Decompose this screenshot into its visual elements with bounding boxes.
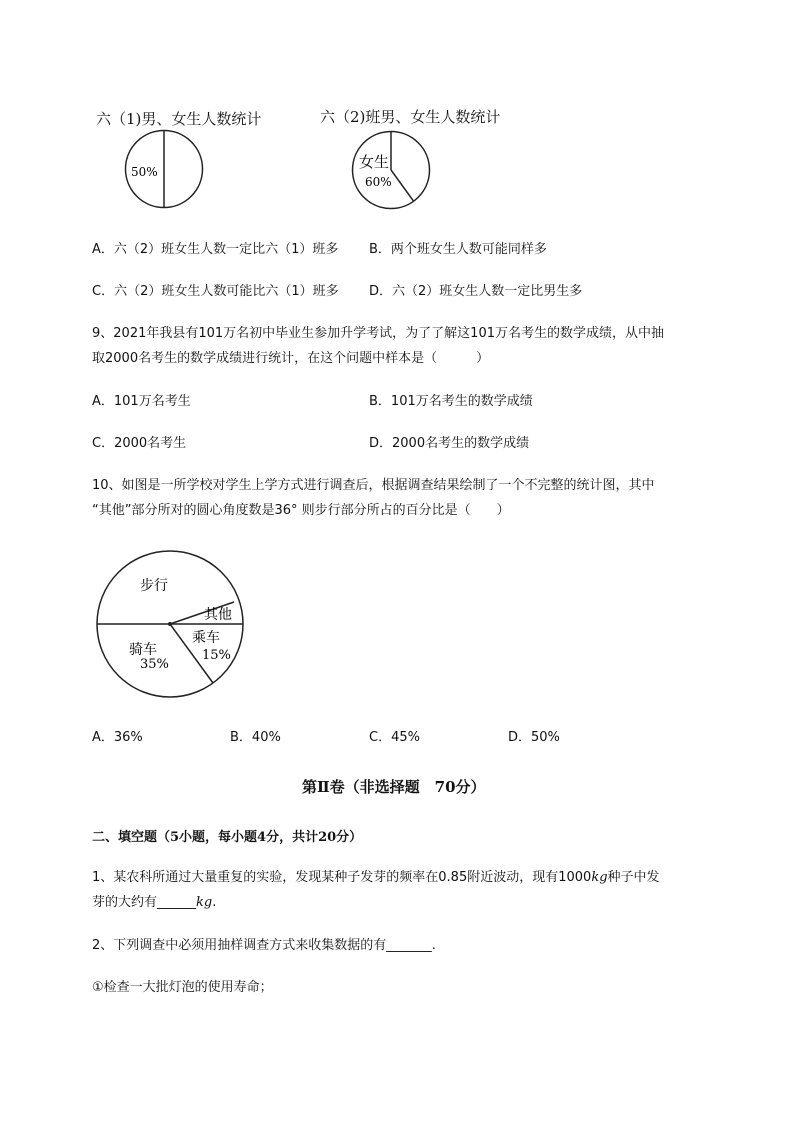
q10-stem-line2: “其他”部分所对的圆心角度数是36° 则步行部分所占的百分比是（ ） (92, 503, 510, 518)
fill1-line1 (92, 869, 660, 887)
q8-option-b: B．两个班女生人数可能同样多 (369, 242, 547, 257)
q9-option-c: C．2000名考生 (92, 436, 187, 451)
q10-stem-line1: 10、如图是一所学校对学生上学方式进行调查后，根据调查结果绘制了一个不完整的统计图，其中 (92, 478, 655, 493)
fill1-line2-text-a: 芽的大约有______ (92, 895, 197, 910)
q10-pie-center (168, 622, 172, 626)
fig1-pie-label: 50% (131, 165, 158, 179)
q8-option-d: D．六（2）班女生人数一定比男生多 (369, 284, 583, 299)
fill1-line2 (92, 894, 216, 912)
q10-option-d: D．50% (508, 730, 560, 745)
section2-title: 二、填空题（5小题，每小题4分，共计20分） (92, 830, 363, 845)
fill1-line1-text-b: 种子中发 (607, 870, 660, 885)
q8-option-a: A．六（2）班女生人数一定比六（1）班多 (92, 242, 339, 257)
q8-option-c: C．六（2）班女生人数可能比六（1）班多 (92, 284, 339, 299)
fig2-pie-name: 女生 (359, 153, 390, 171)
q9-stem-line1: 9、2021年我县有101万名初中毕业生参加升学考试，为了了解这101万名考生的数学成绩，从中抽 (92, 326, 664, 341)
part2-title: 第Ⅱ卷（非选择题 70分） (302, 778, 486, 796)
q9-stem-line2: 取2000名考生的数学成绩进行统计，在这个问题中样本是（ ） (92, 351, 490, 366)
fig1-title: 六（1)男、女生人数统计 (96, 110, 262, 128)
q9-option-b: B．101万名考生的数学成绩 (369, 394, 533, 409)
q9-option-d: D．2000名考生的数学成绩 (369, 436, 530, 451)
q10-pie-label-bike: 骑车 (129, 642, 157, 658)
fig2-title: 六（2)班男、女生人数统计 (320, 108, 501, 126)
q10-pie-label-bus-pct: 15% (202, 648, 231, 663)
fig2-pie (345, 128, 437, 213)
fill1-unit-kg: kg (591, 870, 608, 885)
q10-option-a: A．36% (92, 730, 143, 745)
fill1-unit-kg-2: kg (196, 895, 213, 910)
fill2-stem: 2、下列调查中必须用抽样调查方式来收集数据的有_______. (92, 938, 436, 953)
q10-pie-label-other: 其他 (204, 607, 232, 623)
fill1-line2-text-b: . (212, 895, 217, 910)
fill1-line1-text-a: 1、某农科所通过大量重复的实验，发现某种子发芽的频率在0.85附近波动，现有1000 (92, 870, 592, 885)
q10-pie-label-bike-pct: 35% (140, 657, 169, 672)
q10-pie-label-bus: 乘车 (192, 630, 220, 646)
fig1-pie (118, 128, 210, 210)
fill2-item1: ①检查一大批灯泡的使用寿命； (92, 980, 273, 995)
fig2-pie-label: 60% (365, 175, 392, 189)
q10-pie-label-walk: 步行 (140, 578, 168, 594)
q10-pie (94, 548, 246, 702)
q10-option-c: C．45% (369, 730, 420, 745)
q9-option-a: A．101万名考生 (92, 394, 191, 409)
q10-option-b: B．40% (230, 730, 281, 745)
